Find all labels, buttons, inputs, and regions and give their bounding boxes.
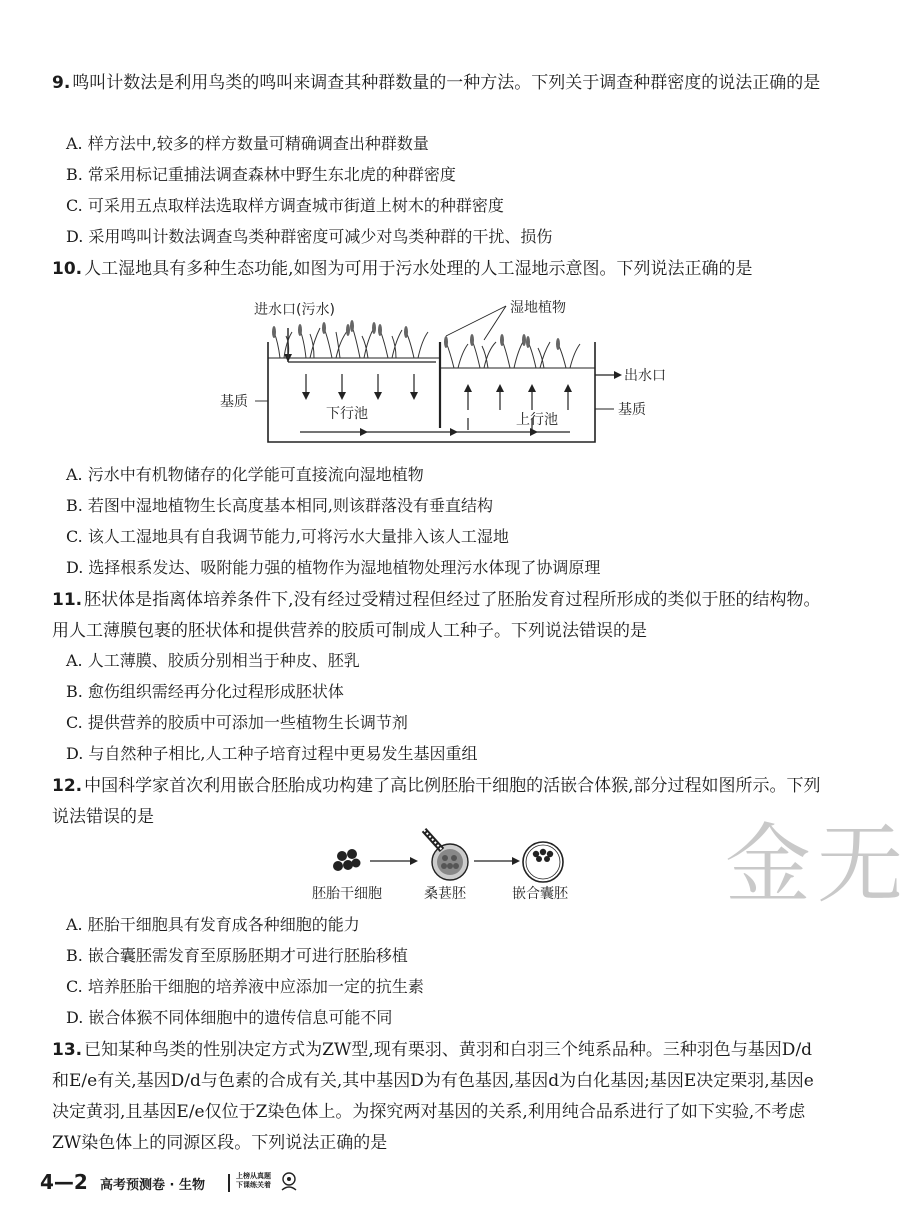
question-13-stem [52,1035,822,1159]
option-a: A. 样方法中,较多的样方数量可精确调查出种群数量 [66,134,429,153]
paper-title: 高考预测卷 · 生物 [100,1178,205,1193]
embryo-process-diagram [300,828,600,908]
option-c: C. 该人工湿地具有自我调节能力,可将污水大量排入该人工湿地 [66,527,509,546]
question-10-stem [52,254,822,285]
footer-tag-line2: 下课练关着 [236,1181,271,1189]
option-c: C. 可采用五点取样法选取样方调查城市街道上树木的种群密度 [66,196,504,215]
plant-heads-left [272,320,408,338]
option-a: A. 人工薄膜、胶质分别相当于种皮、胚乳 [66,651,360,670]
question-11-stem [52,585,822,647]
substrate-label-left: 基质 [220,394,248,410]
morula-label: 桑葚胚 [424,886,466,902]
question-number: 10. [52,259,83,279]
question-12-stem [52,771,822,833]
option-c: C. 提供营养的胶质中可添加一些植物生长调节剂 [66,713,408,732]
substrate-label-right: 基质 [618,402,646,418]
plant-heads-right [444,334,560,350]
option-b: B. 嵌合囊胚需发育至原肠胚期才可进行胚胎移植 [66,946,408,965]
inlet-label: 进水口(污水) [254,302,335,318]
question-number: 9. [52,73,71,93]
option-d: D. 采用鸣叫计数法调查鸟类种群密度可减少对鸟类种群的干扰、损伤 [66,227,553,246]
stem-cells-label: 胚胎干细胞 [312,886,382,902]
question-text: 胚状体是指离体培养条件下,没有经过受精过程但经过了胚胎发育过程所形成的类似于胚的结构物。用人工薄膜包裹的胚状体和提供营养的胶质可制成人工种子。下列说法错误的是 [52,590,821,641]
option-b: B. 常采用标记重捕法调查森林中野生东北虎的种群密度 [66,165,456,184]
footer-divider [228,1174,230,1192]
plants-label: 湿地植物 [510,300,566,316]
wetland-diagram [210,292,680,450]
option-d: D. 与自然种子相比,人工种子培育过程中更易发生基因重组 [66,744,478,763]
morula-icon [432,844,468,880]
outlet-label: 出水口 [624,368,666,384]
page-number: 4—2 [40,1170,88,1194]
option-b: B. 若图中湿地植物生长高度基本相同,则该群落没有垂直结构 [66,496,494,515]
question-text: 人工湿地具有多种生态功能,如图为可用于污水处理的人工湿地示意图。下列说法正确的是 [84,259,753,279]
option-b: B. 愈伤组织需经再分化过程形成胚状体 [66,682,344,701]
publisher-logo-icon [278,1170,300,1194]
question-number: 13. [52,1040,83,1060]
question-text: 鸣叫计数法是利用鸟类的鸣叫来调查其种群数量的一种方法。下列关于调查种群密度的说法正确的是 [72,73,821,93]
blastocyst-label: 嵌合囊胚 [512,886,568,902]
option-d: D. 选择根系发达、吸附能力强的植物作为湿地植物处理污水体现了协调原理 [66,558,601,577]
option-d: D. 嵌合体猴不同体细胞中的遗传信息可能不同 [66,1008,393,1027]
injection-needle-icon [424,830,442,850]
question-text: 已知某种鸟类的性别决定方式为ZW型,现有栗羽、黄羽和白羽三个纯系品种。三种羽色与基因D/d和E/e有关,基因D/d与色素的合成有关,其中基因D为有色基因,基因d为白化基因;基因E决定栗羽,基因e决定黄羽,且基因E/e仅位于Z染色体上。为探究两对基因的关系,利用纯合品系进行了如下实验,不考虑ZW染色体上的同源区段。下列说法正确的是 [52,1040,814,1153]
watermark: 金无 [725,815,909,915]
up-pool-label: 上行池 [516,412,558,428]
question-number: 11. [52,590,83,610]
option-c: C. 培养胚胎干细胞的培养液中应添加一定的抗生素 [66,977,424,996]
question-text: 中国科学家首次利用嵌合胚胎成功构建了高比例胚胎干细胞的活嵌合体猴,部分过程如图所示。下列说法错误的是 [52,776,821,827]
footer-tag [236,1172,271,1190]
stem-cells-icon [333,849,361,871]
down-arrows [306,374,414,394]
option-a: A. 胚胎干细胞具有发育成各种细胞的能力 [66,915,360,934]
blastocyst-icon [523,842,563,882]
footer-tag-line1: 上榜从真题 [236,1172,271,1180]
down-pool-label: 下行池 [326,406,368,422]
option-a: A. 污水中有机物储存的化学能可直接流向湿地植物 [66,465,424,484]
question-number: 12. [52,776,83,796]
question-9-stem [52,68,822,99]
